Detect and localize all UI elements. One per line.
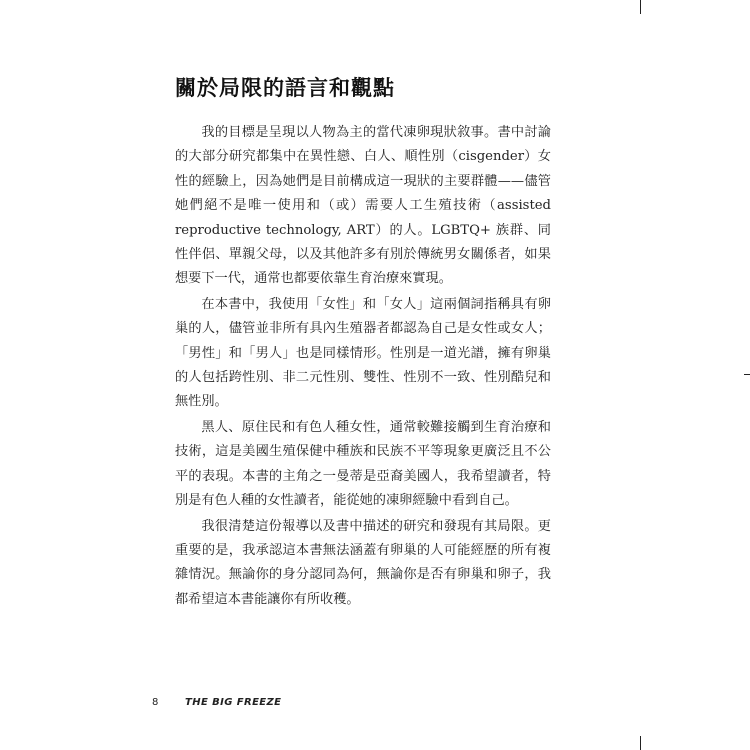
crop-mark-right xyxy=(744,374,750,375)
section-title: 關於局限的語言和觀點 xyxy=(175,76,395,100)
page-footer xyxy=(152,697,452,713)
running-title: THE BIG FREEZE xyxy=(185,697,282,708)
paragraph: 我的目標是呈現以人物為主的當代凍卵現狀敘事。書中討論的大部分研究都集中在異性戀、白人、順性別（cisgender）女性的經驗上，因為她們是目前構成這一現狀的主要群體——儘管她們絕不是唯一使用和（或）需要人工生殖技術（assisted reproductive technology, ART）的人。LGBTQ+ 族群、同性伴侶、單親父母，以及其他許多有別於傳統男女關係者，如果想要下一代，通常也都要依靠生育治療來實現。 xyxy=(175,125,551,287)
body-text xyxy=(175,121,551,613)
crop-mark-bottom xyxy=(640,736,641,750)
paragraph: 我很清楚這份報導以及書中描述的研究和發現有其局限。更重要的是，我承認這本書無法涵蓋有卵巢的人可能經歷的所有複雜情況。無論你的身分認同為何，無論你是否有卵巢和卵子，我都希望這本書能讓你有所收穫。 xyxy=(175,518,551,607)
paragraph: 黑人、原住民和有色人種女性，通常較難接觸到生育治療和技術，這是美國生殖保健中種族和民族不平等現象更廣泛且不公平的表現。本書的主角之一曼蒂是亞裔美國人，我希望讀者，特別是有色人種的女性讀者，能從她的凍卵經驗中看到自己。 xyxy=(175,419,551,509)
page-number: 8 xyxy=(152,697,159,708)
crop-mark-top xyxy=(640,0,641,14)
paragraph: 在本書中，我使用「女性」和「女人」這兩個詞指稱具有卵巢的人，儘管並非所有具內生殖器者都認為自己是女性或女人；「男性」和「男人」也是同樣情形。性別是一道光譜，擁有卵巢的人包括跨性別、非二元性別、雙性、性別不一致、性別酷兒和無性別。 xyxy=(175,296,551,410)
